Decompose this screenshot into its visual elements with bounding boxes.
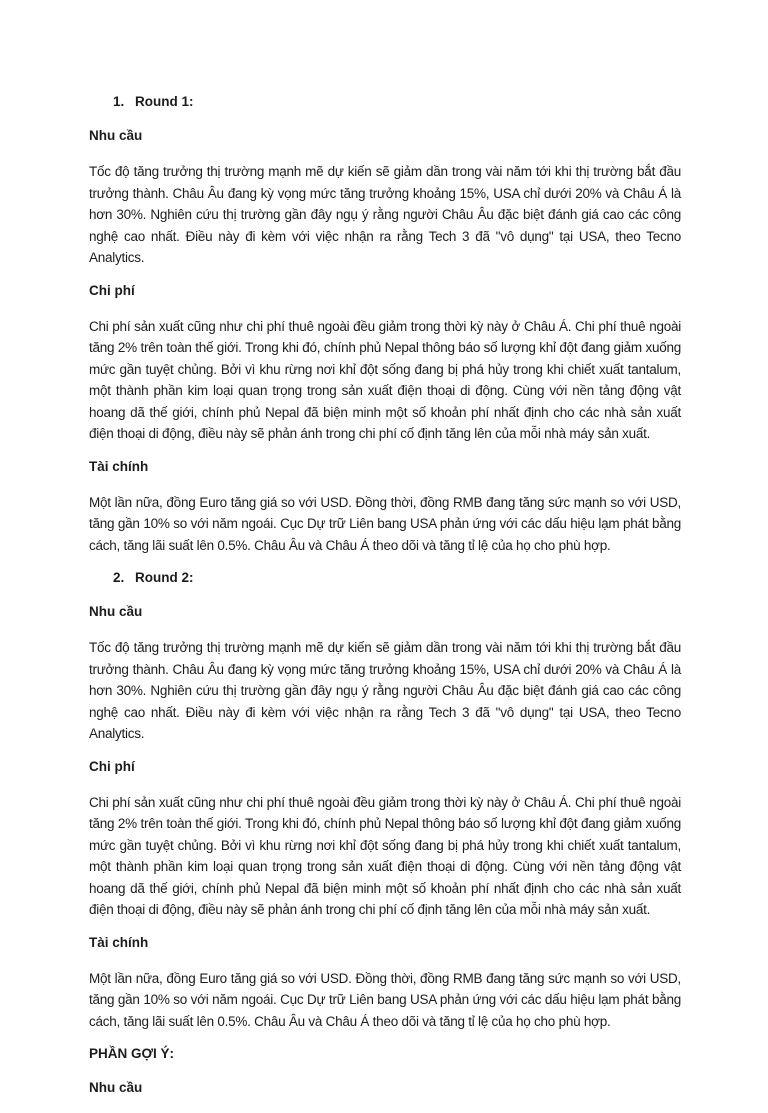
round-2-demand-heading: Nhu cầu — [89, 604, 143, 619]
round-1-demand-text: Tốc độ tăng trưởng thị trường mạnh mẽ dự kiến sẽ giảm dần trong vài năm tới khi thị trường bắt đầu trưởng thành. Châu Âu đang kỳ vọng mức tăng trưởng khoảng 15%, USA chỉ dưới 20% và Châu Á là hơn 30%. Nghiên cứu thị trường gần đây ngụ ý rằng người Châu Âu đặc biệt đánh giá cao các công nghệ cao nhất. Điều này đi kèm với việc nhận ra rằng Tech 3 đã "vô dụng" tại USA, theo Tecno Analytics. — [89, 164, 681, 265]
round-2-finance-section — [89, 934, 681, 1033]
round-2-cost-section — [89, 758, 681, 921]
round-2-demand-section — [89, 603, 681, 745]
round-1-cost-text: Chi phí sản xuất cũng như chi phí thuê ngoài đều giảm trong thời kỳ này ở Châu Á. Chi phí thuê ngoài tăng 2% trên toàn thế giới. Trong khi đó, chính phủ Nepal thông báo số lượng khỉ đột đang giảm xuống mức gần tuyệt chủng. Bởi vì khu rừng nơi khỉ đột sống đang bị phá hủy trong khi chiết xuất tantalum, một thành phần kim loại quan trọng trong sản xuất điện thoại di động. Cùng với nền tảng động vật hoang dã thế giới, chính phủ Nepal đã biện minh một số khoản phí nhất định cho các nhà sản xuất điện thoại di động, điều này sẽ phản ánh trong chi phí cố định tăng lên của mỗi nhà máy sản xuất. — [89, 318, 681, 441]
round-2-heading — [89, 569, 681, 587]
round-1-cost-section — [89, 282, 681, 445]
round-2-cost-text: Chi phí sản xuất cũng như chi phí thuê ngoài đều giảm trong thời kỳ này ở Châu Á. Chi phí thuê ngoài tăng 2% trên toàn thế giới. Trong khi đó, chính phủ Nepal thông báo số lượng khỉ đột đang giảm xuống mức gần tuyệt chủng. Bởi vì khu rừng nơi khỉ đột sống đang bị phá hủy trong khi chiết xuất tantalum, một thành phần kim loại quan trọng trong sản xuất điện thoại di động. Cùng với nền tảng động vật hoang dã thế giới, chính phủ Nepal đã biện minh một số khoản phí nhất định cho các nhà sản xuất điện thoại di động, điều này sẽ phản ánh trong chi phí cố định tăng lên của mỗi nhà máy sản xuất. — [89, 794, 681, 917]
hints-demand-heading: Nhu cầu — [89, 1080, 143, 1095]
round-1-heading — [89, 93, 681, 111]
round-1-number: 1. — [113, 94, 125, 109]
hints-title: PHẦN GỢI Ý: — [89, 1046, 175, 1061]
round-1-title: Round 1: — [135, 94, 194, 109]
round-2-number: 2. — [113, 570, 125, 585]
round-1-finance-section — [89, 458, 681, 557]
document-page — [89, 93, 681, 1113]
round-2-finance-text: Một lần nữa, đồng Euro tăng giá so với USD. Đồng thời, đồng RMB đang tăng sức mạnh so với USD, tăng gần 10% so với năm ngoái. Cục Dự trữ Liên bang USA phản ứng với các dấu hiệu lạm phát bằng cách, tăng lãi suất lên 0.5%. Châu Âu và Châu Á theo dõi và tăng tỉ lệ của họ cho phù hợp. — [89, 970, 681, 1029]
round-1-finance-text: Một lần nữa, đồng Euro tăng giá so với USD. Đồng thời, đồng RMB đang tăng sức mạnh so với USD, tăng gần 10% so với năm ngoái. Cục Dự trữ Liên bang USA phản ứng với các dấu hiệu lạm phát bằng cách, tăng lãi suất lên 0.5%. Châu Âu và Châu Á theo dõi và tăng tỉ lệ của họ cho phù hợp. — [89, 494, 681, 553]
round-2-title: Round 2: — [135, 570, 194, 585]
round-1-finance-heading: Tài chính — [89, 458, 149, 474]
round-1-cost-heading: Chi phí — [89, 282, 135, 298]
round-2-finance-heading: Tài chính — [89, 934, 149, 950]
round-2-demand-text: Tốc độ tăng trưởng thị trường mạnh mẽ dự kiến sẽ giảm dần trong vài năm tới khi thị trường bắt đầu trưởng thành. Châu Âu đang kỳ vọng mức tăng trưởng khoảng 15%, USA chỉ dưới 20% và Châu Á là hơn 30%. Nghiên cứu thị trường gần đây ngụ ý rằng người Châu Âu đặc biệt đánh giá cao các công nghệ cao nhất. Điều này đi kèm với việc nhận ra rằng Tech 3 đã "vô dụng" tại USA, theo Tecno Analytics. — [89, 640, 681, 741]
round-1-demand-heading: Nhu cầu — [89, 128, 143, 143]
round-1-demand-section — [89, 127, 681, 269]
round-2-cost-heading: Chi phí — [89, 758, 135, 774]
